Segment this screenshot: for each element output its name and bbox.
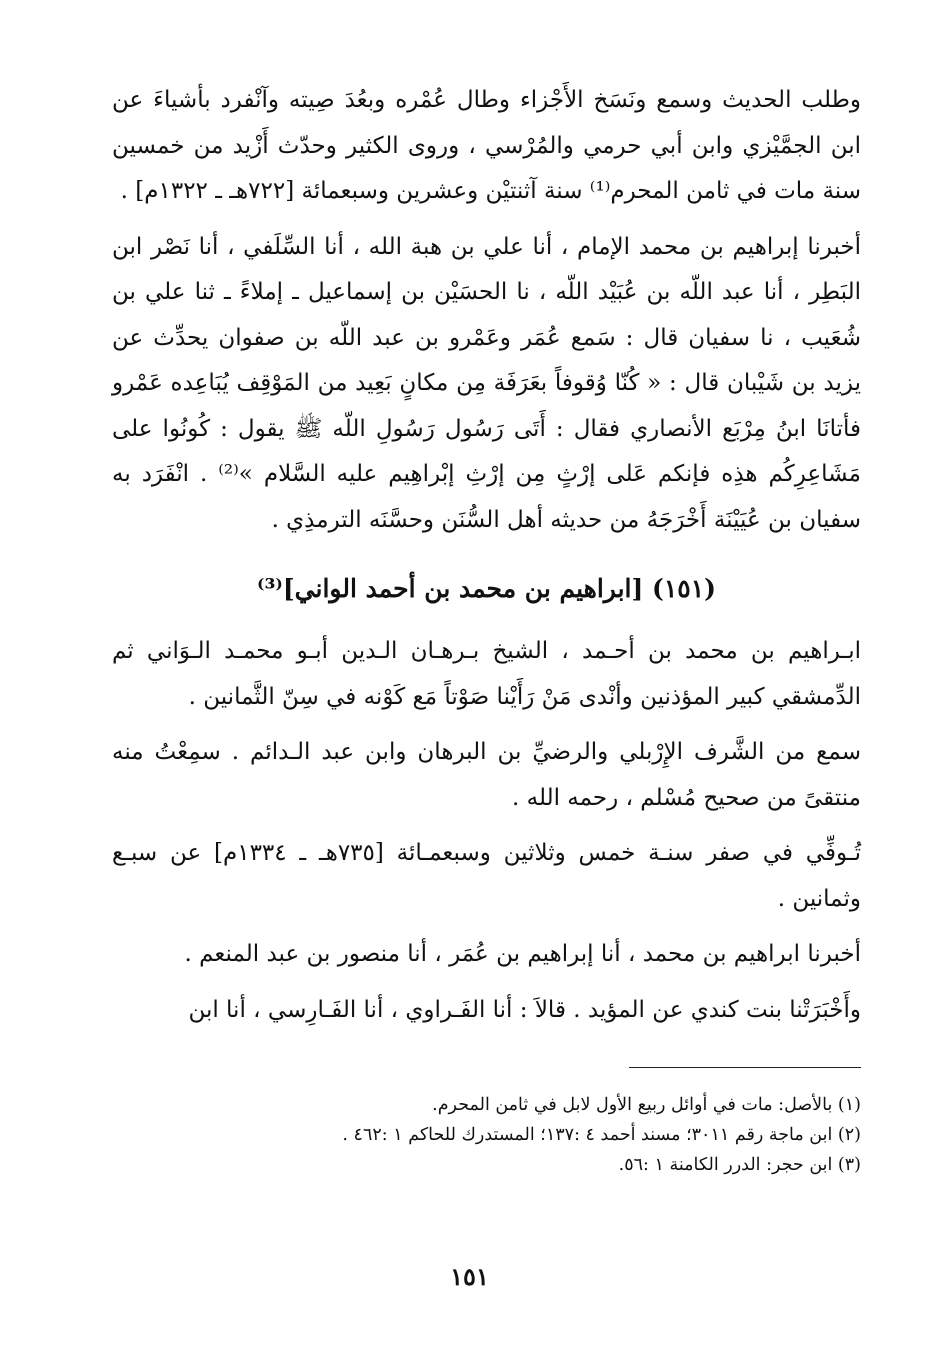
entry-paragraph-4: أخبرنا ابراهيم بن محمد ، أنا إبراهيم بن عُمَر ، أنا منصور بن عبد المنعم . — [184, 941, 861, 967]
footnote-1: (١) بالأصل: مات في أوائل ربيع الأول لابل في ثامن المحرم. — [432, 1095, 861, 1115]
entry-paragraph-2: سمع من الشَّرف الإِرْبلي والرضيِّ بن البرهان وابن عبد الـدائم . سمِعْتُ منه منتقىً من صحيح مُسْلم ، رحمه الله . — [112, 739, 861, 811]
entry-paragraph-3: تُـوفِّي في صفر سنـة خمس وثلاثين وسبعمـائة [٧٣٥هـ ـ ١٣٣٤م] عن سبـع وثمانين . — [112, 840, 861, 912]
body-paragraph-1: وطلب الحديث وسمع ونَسَخ الأَجْزاء وطال عُمْره وبعُدَ صِيته وآنْفرد بأشياءَ عن ابن الجمَّيْزي وابن أبي حرمي والمُرْسي ، وروى الكثير وحدّث أَزْيد من خمسين سنة مات في ثامن المحرم⁽¹⁾ سنة آثنتيْن وعشرين وسبعمائة [٧٢٢هـ ـ ١٣٢٢م] . — [112, 87, 861, 204]
entry-paragraph-1: ابـراهيم بن محمد بن أحـمد ، الشيخ بـرهـان الـدين أبـو محمـد الـوَاني ثم الدِّمشقي كبير المؤذنين وأنْدى مَنْ رَأَيْنا صَوْتاً مَع كَوْنه في سِنّ الثَّمانين . — [112, 638, 861, 710]
footnote-divider — [629, 1067, 861, 1068]
entry-paragraph-5: وأَخْبَرَتْنا بنت كندي عن المؤيد . قالاَ : أنا الفَـراوي ، أنا الفَـارِسي ، أنا ابن — [188, 996, 861, 1023]
footnote-2: (٢) ابن ماجة رقم ٣٠١١؛ مسند أحمد ٤ :١٣٧؛ المستدرك للحاكم ١ :٤٦٢ . — [342, 1125, 861, 1145]
footnote-3: (٣) ابن حجر: الدرر الكامنة ١ :٥٦. — [618, 1155, 861, 1175]
entry-heading: (١٥١) [ابراهيم بن محمد بن أحمد الواني]⁽³⁾ — [257, 574, 716, 603]
body-paragraph-2: أخبرنا إبراهيم بن محمد الإمام ، أنا علي بن هبة الله ، أنا السِّلَفي ، أنا نَصْر ابن البَطِر ، أنا عبد اللّه بن عُبَيْد اللّه ، نا الحسَيْن بن إسماعيل ـ إملاءً ـ ثنا علي بن شُعَيب ، نا سفيان قال : سَمع عُمَر وعَمْرو بن عبد اللّه بن صفوان يحدِّث عن يزيد بن شَيْبان قال : « كُنّا وُقوفاً بعَرَفَة مِن مكانٍ بَعِيد من المَوْقِف يُبَاعِده عَمْرو فأتانَا ابنُ مِرْبَع الأنصاري فقال : أَتَى رَسُول رَسُولِ اللّه ﷺ يقول : كُونُوا على مَشَاعِرِكُم هذِه فإنكم عَلى إرْثٍ مِن إرْثِ إبْراهِيم عليه السَّلام »⁽²⁾ . انْفَرَد به سفيان بن عُيَيْنَة أَخْرَجَهُ من حديثه أهل السُّنَن وحسَّنَه الترمذِي . — [112, 233, 861, 533]
page-number: ١٥١ — [450, 1262, 489, 1291]
